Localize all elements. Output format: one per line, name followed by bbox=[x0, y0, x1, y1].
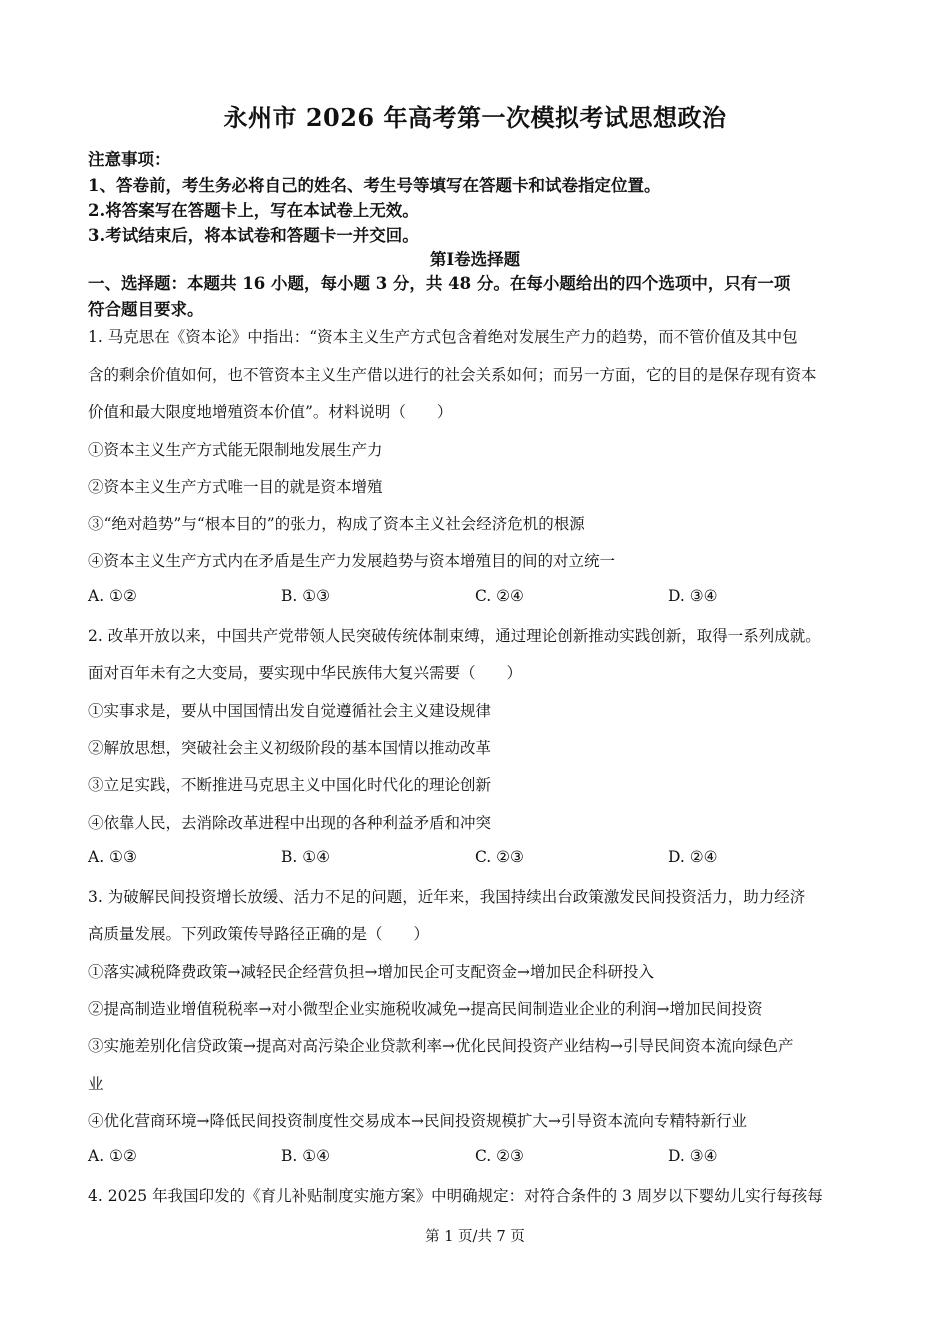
question-stem: 高质量发展。下列政策传导路径正确的是（ ） bbox=[88, 925, 430, 943]
question-stem: 4. 2025 年我国印发的《育儿补贴制度实施方案》中明确规定：对符合条件的 3 周岁以下婴幼儿实行每孩每 bbox=[88, 1187, 823, 1205]
option-d: D. ②④ bbox=[668, 848, 718, 866]
question-statement: ②解放思想，突破社会主义初级阶段的基本国情以推动改革 bbox=[88, 739, 492, 757]
question-statement: ④优化营商环境→降低民间投资制度性交易成本→民间投资规模扩大→引导资本流向专精特新行业 bbox=[88, 1112, 747, 1130]
question-statement: ④资本主义生产方式内在矛盾是生产力发展趋势与资本增殖目的间的对立统一 bbox=[88, 552, 616, 570]
question-stem: 2. 改革开放以来，中国共产党带领人民突破传统体制束缚，通过理论创新推动实践创新，取得一系列成就。 bbox=[88, 627, 821, 645]
question-statement: ②资本主义生产方式唯一目的就是资本增殖 bbox=[88, 478, 383, 496]
question-stem: 3. 为破解民间投资增长放缓、活力不足的问题，近年来，我国持续出台政策激发民间投资活力，助力经济 bbox=[88, 888, 806, 906]
question-stem: 面对百年未有之大变局，要实现中华民族伟大复兴需要（ ） bbox=[88, 664, 523, 682]
option-b: B. ①③ bbox=[281, 587, 331, 605]
option-d: D. ③④ bbox=[668, 1147, 718, 1165]
option-d: D. ③④ bbox=[668, 587, 718, 605]
question-stem: 含的剩余价值如何，也不管资本主义生产借以进行的社会关系如何；而另一方面，它的目的是保存现有资本 bbox=[88, 366, 817, 384]
question-statement: ④依靠人民，去消除改革进程中出现的各种利益矛盾和冲突 bbox=[88, 814, 492, 832]
question-statement: ②提高制造业增值税税率→对小微型企业实施税收减免→提高民间制造业企业的利润→增加民间投资 bbox=[88, 1000, 763, 1018]
part-title: 第Ⅰ卷选择题 bbox=[429, 250, 521, 269]
question-statement: ①实事求是，要从中国国情出发自觉遵循社会主义建设规律 bbox=[88, 702, 492, 720]
exam-title: 永州市 2026 年高考第一次模拟考试思想政治 bbox=[223, 103, 727, 132]
notice-heading: 注意事项： bbox=[88, 150, 171, 169]
option-c: C. ②③ bbox=[475, 848, 524, 866]
question-statement: ③“绝对趋势”与“根本目的”的张力，构成了资本主义社会经济危机的根源 bbox=[88, 515, 585, 533]
option-b: B. ①④ bbox=[281, 848, 331, 866]
page-footer: 第 1 页/共 7 页 bbox=[425, 1229, 525, 1245]
option-c: C. ②③ bbox=[475, 1147, 524, 1165]
question-stem: 价值和最大限度地增殖资本价值”。材料说明（ ） bbox=[88, 403, 453, 421]
section-header: 符合题目要求。 bbox=[88, 300, 204, 319]
option-a: A. ①③ bbox=[88, 848, 137, 866]
section-header: 一、选择题：本题共 16 小题，每小题 3 分，共 48 分。在每小题给出的四个选项中，只有一项 bbox=[88, 274, 791, 293]
option-b: B. ①④ bbox=[281, 1147, 331, 1165]
option-c: C. ②④ bbox=[475, 587, 524, 605]
notice-item: 2.将答案写在答题卡上，写在本试卷上无效。 bbox=[88, 201, 419, 220]
question-statement: ①资本主义生产方式能无限制地发展生产力 bbox=[88, 441, 383, 459]
option-a: A. ①② bbox=[88, 1147, 137, 1165]
notice-item: 3.考试结束后，将本试卷和答题卡一并交回。 bbox=[88, 226, 419, 245]
question-statement: ③实施差别化信贷政策→提高对高污染企业贷款利率→优化民间投资产业结构→引导民间资本流向绿色产 bbox=[88, 1037, 794, 1055]
notice-item: 1、答卷前，考生务必将自己的姓名、考生号等填写在答题卡和试卷指定位置。 bbox=[88, 176, 661, 195]
question-statement: ①落实减税降费政策→减轻民企经营负担→增加民企可支配资金→增加民企科研投入 bbox=[88, 963, 654, 981]
question-stem: 1. 马克思在《资本论》中指出：“资本主义生产方式包含着绝对发展生产力的趋势，而不管价值及其中包 bbox=[88, 328, 798, 346]
question-statement: ③立足实践，不断推进马克思主义中国化时代化的理论创新 bbox=[88, 776, 492, 794]
question-statement: 业 bbox=[88, 1075, 104, 1093]
option-a: A. ①② bbox=[88, 587, 137, 605]
